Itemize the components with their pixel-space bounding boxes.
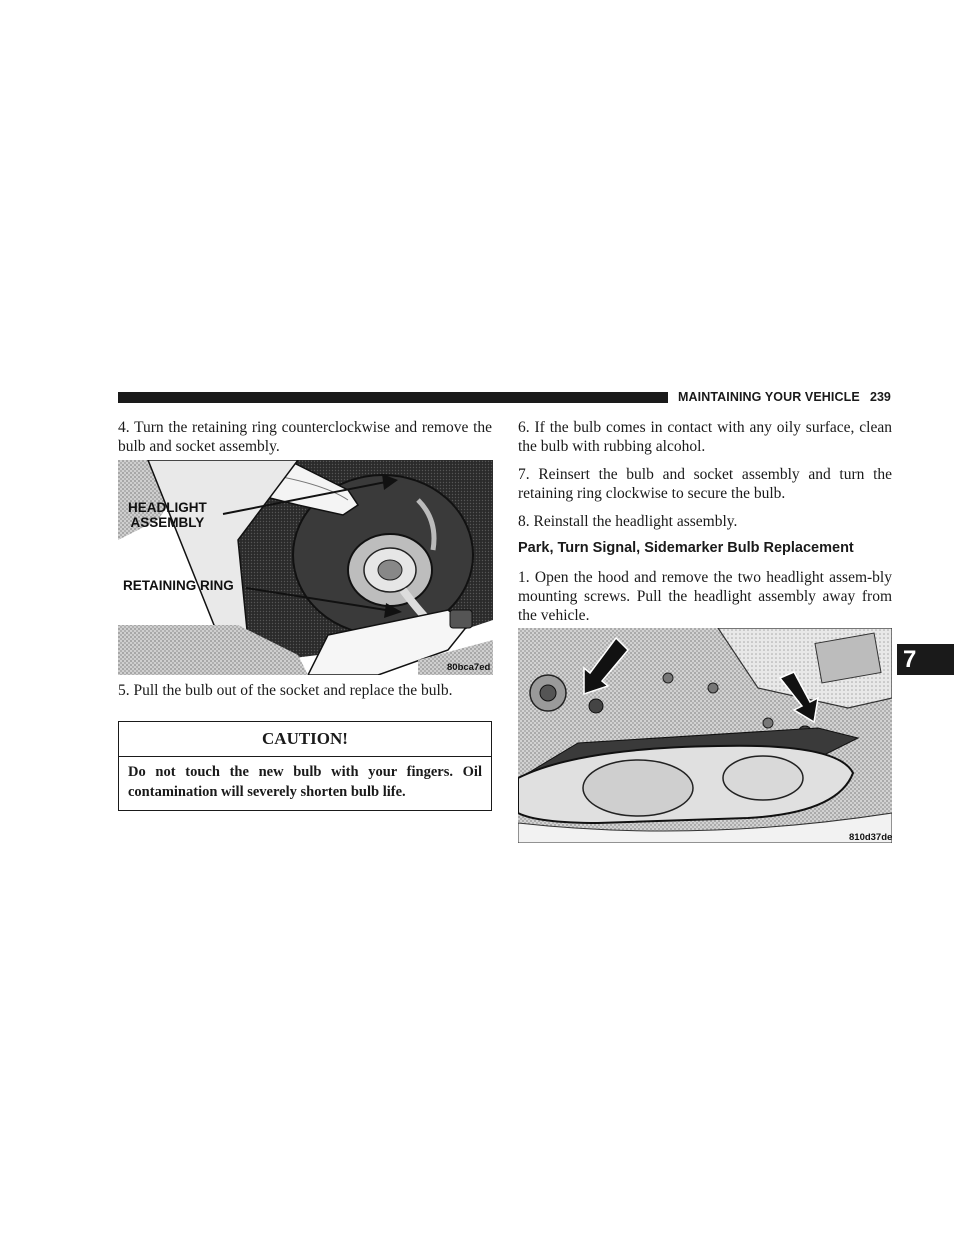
- step-7-text: 7. Reinsert the bulb and socket assembly and turn the retaining ring clockwise to secure the bulb.: [518, 466, 892, 502]
- page-number: 239: [870, 390, 891, 404]
- headlight-screws-figure: [518, 628, 892, 843]
- step-4-text: 4. Turn the retaining ring counterclockwise and remove the bulb and socket assembly.: [118, 419, 492, 455]
- headlight-callout-line2: ASSEMBLY: [130, 515, 205, 530]
- retaining-ring-callout: RETAINING RING: [123, 578, 234, 593]
- header-rule: [118, 392, 668, 403]
- step-6-text: 6. If the bulb comes in contact with any oily surface, clean the bulb with rubbing alcohol.: [518, 419, 892, 455]
- headlight-bulb-illustration: [118, 460, 493, 675]
- headlight-screws-illustration: [518, 628, 892, 843]
- caution-body: Do not touch the new bulb with your fingers. Oil contamination will severely shorten bulb life.: [128, 764, 482, 800]
- chapter-tab: 7: [897, 644, 954, 675]
- figure-2-code: 810d37de: [849, 832, 892, 843]
- figure-1-code: 80bca7ed: [447, 662, 491, 673]
- step-1-text: 1. Open the hood and remove the two headlight assem-bly mounting screws. Pull the headlight assembly away from the vehicle.: [518, 569, 892, 624]
- running-header-title: MAINTAINING YOUR VEHICLE: [678, 390, 860, 404]
- headlight-assembly-callout: [128, 500, 207, 530]
- section-heading: Park, Turn Signal, Sidemarker Bulb Replacement: [518, 540, 854, 556]
- caution-title: CAUTION!: [119, 722, 491, 757]
- headlight-callout-line1: HEADLIGHT: [128, 500, 207, 515]
- step-8-text: 8. Reinstall the headlight assembly.: [518, 513, 738, 530]
- caution-box: [118, 721, 492, 811]
- step-5-text: 5. Pull the bulb out of the socket and replace the bulb.: [118, 682, 453, 699]
- headlight-retaining-ring-figure: [118, 460, 493, 675]
